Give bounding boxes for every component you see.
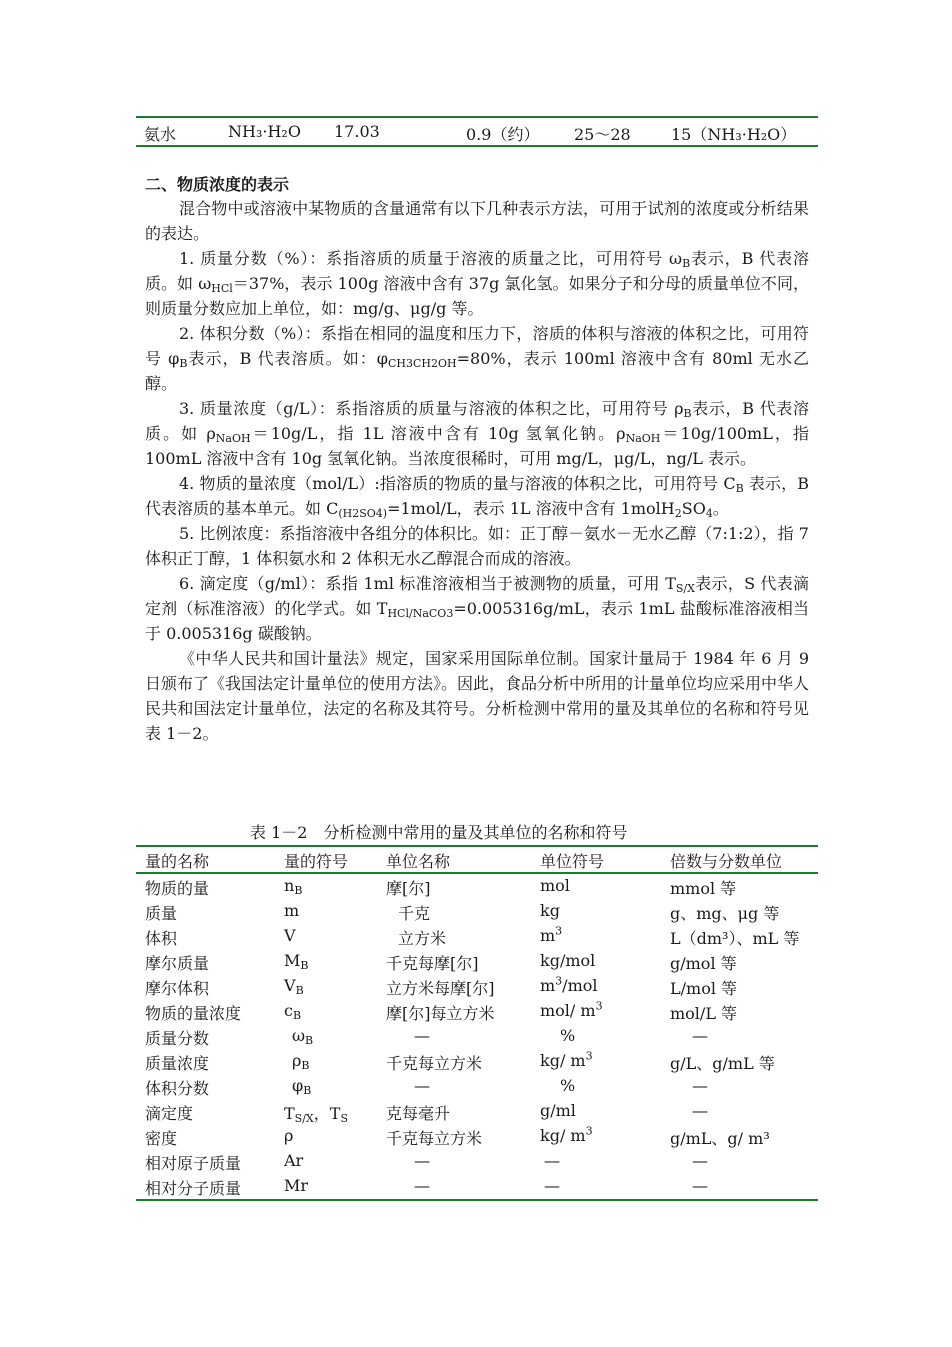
multiple-units: g、mg、μg 等 xyxy=(670,904,780,923)
paragraph-amount-concentration: 4. 物质的量浓度（mol/L）:指溶质的物质的量与溶液的体积之比，可用符号 $C_B$ 表示，B 代表溶质的基本单元。如 $C_{(H2SO4)}=1mol/L$，表示 1L 溶液中含有 $1molH_2SO_4$。 xyxy=(145,474,809,520)
paragraph-ratio-concentration: 5. 比例浓度：系指溶液中各组分的体积比。如：正丁醇－氨水－无水乙醇（7:1:2），指 7 体积正丁醇，1 体积氨水和 2 体积无水乙醇混合而成的溶液。 xyxy=(145,524,809,568)
quantity-name: 相对分子质量 xyxy=(145,1179,242,1198)
quantity-symbol: $M_B$ xyxy=(284,951,309,972)
unit-symbol: kg/ $m^3$ xyxy=(540,1049,593,1070)
paragraph-titer: 6. 滴定度（g/ml）：系指 1ml 标准溶液相当于被测物的质量，可用 $T_{S/X}$表示，S 代表滴定剂（标准溶液）的化学式。如 $T_{HCl/NaCO3}=0.005316g/mL$，表示 1mL 盐酸标准溶液相当于 0.005316g 碳酸钠。 xyxy=(145,574,809,643)
multiple-units: g/mol 等 xyxy=(670,954,737,973)
multiple-units: L（dm³）、mL 等 xyxy=(670,929,800,948)
table-row xyxy=(136,1024,818,1049)
header-cell: 量的名称 xyxy=(145,852,210,871)
section-title: 二、物质浓度的表示 xyxy=(145,175,290,194)
multiple-units: mol/L 等 xyxy=(670,1004,738,1023)
table-row xyxy=(136,1099,818,1124)
paragraph-law: 《中华人民共和国计量法》规定，国家采用国际单位制。国家计量局于 1984 年 6 月 9 日颁布了《我国法定计量单位的使用方法》。因此，食品分析中所用的计量单位均应采用中华人民共和国法定计量单位，法定的名称及其符号。分析检测中常用的量及其单位的名称和符号见表 1－2。 xyxy=(145,649,810,743)
cell-concentration: 15（NH₃·H₂O） xyxy=(671,125,797,144)
quantity-name: 密度 xyxy=(145,1129,178,1148)
unit-symbol: $m^3$ xyxy=(540,924,563,945)
multiple-units: — xyxy=(692,1101,708,1120)
unit-name: 克每毫升 xyxy=(386,1104,451,1123)
multiple-units: g/mL、g/ m³ xyxy=(670,1129,770,1148)
unit-symbol: % xyxy=(560,1076,576,1095)
quantity-name: 体积分数 xyxy=(145,1079,210,1098)
paragraph-mass-concentration: 3. 质量浓度（g/L）：系指溶质的质量与溶液的体积之比，可用符号 $\rho_B$表示，B 代表溶质。如 $\rho_{NaOH}=10g/L$，指 1L 溶液中含有 10g 氢氧化钠。$\rho_{NaOH}=10g/100mL$，指 100mL 溶液中含有 10g 氢氧化钠。当浓度很稀时，可用 mg/L，μg/L，ng/L 表示。 xyxy=(145,399,809,468)
unit-name: — xyxy=(414,1076,430,1095)
table-row xyxy=(136,1174,818,1199)
quantity-name: 物质的量浓度 xyxy=(145,1004,242,1023)
table-header-row xyxy=(136,847,818,874)
cell-formula: NH₃·H₂O xyxy=(228,122,301,141)
unit-symbol: mol xyxy=(540,876,570,895)
quantity-symbol: $n_B$ xyxy=(284,876,303,897)
table-row xyxy=(136,1124,818,1149)
multiple-units: g/L、g/mL 等 xyxy=(670,1054,775,1073)
unit-symbol: kg/mol xyxy=(540,951,596,970)
unit-name: — xyxy=(414,1026,430,1045)
multiple-units: L/mol 等 xyxy=(670,979,738,998)
quantity-symbol: ρ xyxy=(284,1126,294,1145)
table-body xyxy=(136,874,818,1199)
quantity-name: 质量分数 xyxy=(145,1029,210,1048)
quantity-name: 相对原子质量 xyxy=(145,1154,242,1173)
unit-symbol: % xyxy=(560,1026,576,1045)
quantity-name: 体积 xyxy=(145,929,178,948)
unit-name: 摩[尔] xyxy=(386,879,431,898)
header-cell: 单位名称 xyxy=(386,852,451,871)
table-row xyxy=(136,999,818,1024)
quantity-symbol: $T_{S/X}$，$T_S$ xyxy=(284,1104,348,1125)
quantity-symbol: $c_B$ xyxy=(284,1001,302,1022)
table-row xyxy=(136,924,818,949)
unit-symbol: $m^3$/mol xyxy=(540,974,598,995)
quantity-symbol: m xyxy=(284,901,300,920)
table-row xyxy=(136,874,818,899)
cell-mass: 17.03 xyxy=(334,122,380,141)
quantity-symbol: V xyxy=(284,926,296,945)
cell-density: 0.9（约） xyxy=(466,125,540,144)
header-cell: 量的符号 xyxy=(284,852,349,871)
unit-name: 立方米每摩[尔] xyxy=(386,979,495,998)
table-row xyxy=(136,949,818,974)
quantity-symbol: $\varphi_B$ xyxy=(292,1076,312,1097)
quantity-symbol: $\rho_B$ xyxy=(292,1051,310,1072)
multiple-units: — xyxy=(692,1026,708,1045)
paragraph-volume-fraction: 2. 体积分数（%）：系指在相同的温度和压力下，溶质的体积与溶液的体积之比，可用符号 $\varphi_B$表示，B 代表溶质。如：$\varphi_{CH3CH2OH}=80\%$，表示 100ml 溶液中含有 80ml 无水乙醇。 xyxy=(145,324,809,393)
cell-name: 氨水 xyxy=(144,125,177,144)
table-row xyxy=(136,1074,818,1099)
multiple-units: mmol 等 xyxy=(670,879,737,898)
quantity-name: 摩尔质量 xyxy=(145,954,210,973)
table-caption: 表 1－2 分析检测中常用的量及其单位的名称和符号 xyxy=(250,823,628,842)
quantity-name: 摩尔体积 xyxy=(145,979,210,998)
quantity-name: 滴定度 xyxy=(145,1104,194,1123)
quantity-name: 质量 xyxy=(145,904,178,923)
unit-name: 摩[尔]每立方米 xyxy=(386,1004,495,1023)
quantity-symbol: Mr xyxy=(284,1176,309,1195)
quantity-name: 物质的量 xyxy=(145,879,210,898)
units-table xyxy=(136,845,818,1201)
intro-paragraph: 混合物中或溶液中某物质的含量通常有以下几种表示方法，可用于试剂的浓度或分析结果的表达。 xyxy=(145,199,809,243)
unit-symbol: kg xyxy=(540,901,560,920)
multiple-units: — xyxy=(692,1151,708,1170)
paragraph-mass-fraction: 1. 质量分数（%）：系指溶质的质量于溶液的质量之比，可用符号 $\omega_B$表示，B 代表溶质。如 $\omega_{HCl}=37\%$，表示 100g 溶液中含有 37g 氯化氢。如果分子和分母的质量单位不同，则质量分数应加上单位，如：mg/g、μg/g 等。 xyxy=(145,249,809,318)
quantity-symbol: $\omega_B$ xyxy=(292,1026,314,1047)
table-row xyxy=(136,1049,818,1074)
unit-name: 千克 xyxy=(398,904,431,923)
multiple-units: — xyxy=(692,1176,708,1195)
multiple-units: — xyxy=(692,1076,708,1095)
header-cell: 单位符号 xyxy=(540,852,605,871)
unit-name: — xyxy=(414,1151,430,1170)
unit-name: — xyxy=(414,1176,430,1195)
header-cell: 倍数与分数单位 xyxy=(670,852,783,871)
table-row xyxy=(136,899,818,924)
unit-symbol: mol/ $m^3$ xyxy=(540,999,603,1020)
unit-name: 千克每立方米 xyxy=(386,1054,483,1073)
table-row xyxy=(136,974,818,999)
table-row xyxy=(136,1149,818,1174)
quantity-symbol: $V_B$ xyxy=(284,976,304,997)
body-text xyxy=(145,196,809,746)
unit-symbol: kg/ $m^3$ xyxy=(540,1124,593,1145)
unit-name: 立方米 xyxy=(398,929,447,948)
quantity-symbol: Ar xyxy=(284,1151,304,1170)
unit-symbol: g/ml xyxy=(540,1101,576,1120)
unit-name: 千克每立方米 xyxy=(386,1129,483,1148)
quantity-name: 质量浓度 xyxy=(145,1054,210,1073)
unit-symbol: — xyxy=(544,1176,560,1195)
cell-fraction: 25～28 xyxy=(574,125,631,144)
unit-symbol: — xyxy=(544,1151,560,1170)
continued-table-row xyxy=(136,116,818,147)
unit-name: 千克每摩[尔] xyxy=(386,954,479,973)
